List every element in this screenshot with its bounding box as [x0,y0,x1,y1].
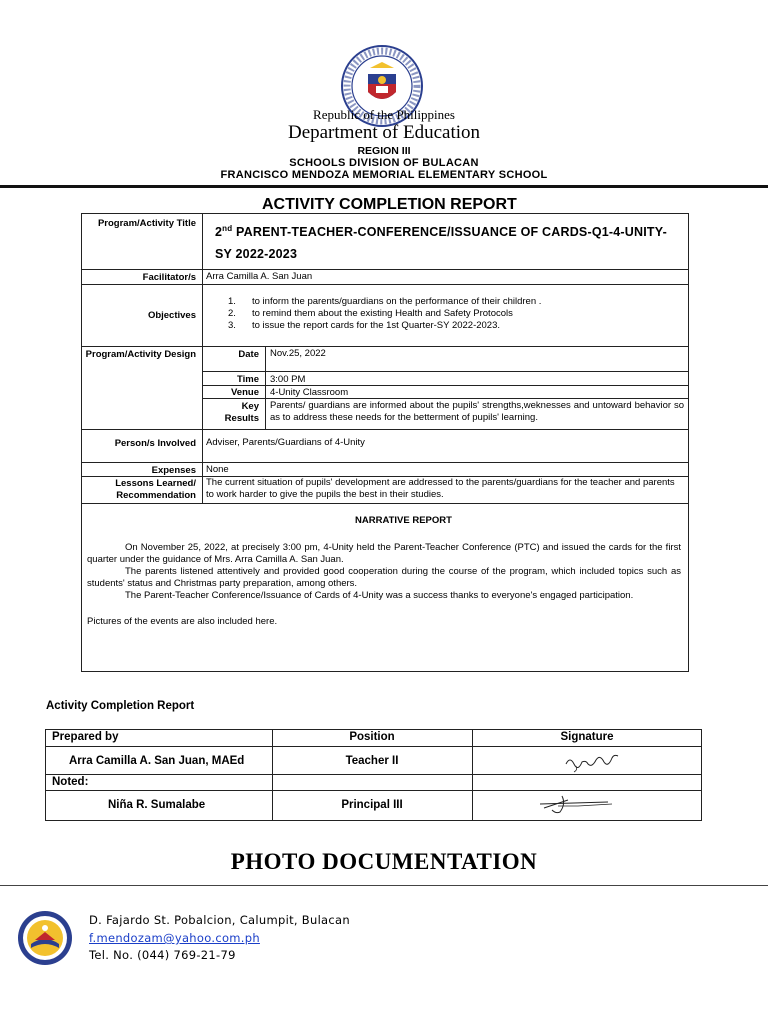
department-heading: Department of Education [287,122,481,143]
footer-telephone: Tel. No. (044) 769-21-79 [89,948,236,962]
noted-label: Noted: [52,776,89,788]
list-item: 2. to remind them about the existing Health and Safety Protocols [228,308,513,319]
prepared-signature-icon [562,750,622,774]
prepared-by-header: Prepared by [52,731,119,743]
republic-heading: Republic of the Philippines [313,107,455,122]
school-logo-icon [17,910,73,966]
table-row-line [81,284,689,285]
time-label: Time [236,374,259,385]
program-title-text: PARENT-TEACHER-CONFERENCE/ISSUANCE OF CARDS-Q1-4-UNITY- SY 2022-2023 [215,225,667,262]
expenses-label: Expenses [151,465,196,476]
header-divider [0,185,768,188]
narrative-paragraph: On November 25, 2022, at precisely 3:00 pm, 4-Unity held the Parent-Teacher Conference (PTC) and issued the cards for the first quarter under the guidance of Mrs. Arra Camilla A. San Juan. [87,542,681,565]
prepared-position: Teacher II [345,755,399,767]
division-heading: SCHOOLS DIVISION OF BULACAN [289,157,479,169]
list-item: 3. to issue the report cards for the 1st Quarter-SY 2022-2023. [228,320,501,331]
table-row-line [81,462,689,463]
lessons-value: The current situation of pupils' development are addressed to the parents/guardians for the teacher and parents to work harder to give the pupils the best in their studies. [206,477,675,500]
table-row-line [81,346,689,347]
lessons-label: Lessons Learned/ Recommendation [115,478,196,501]
program-title [215,218,685,265]
table-row-line [81,429,689,430]
narrative-paragraph: Pictures of the events are also included here. [87,616,278,627]
key-results-value: Parents/ guardians are informed about the pupils' strengths,weknesses and untoward behavior so as to address these needs for the betterment of pupils' learning. [270,400,684,423]
program-title-label: Program/Activity Title [97,218,196,229]
photo-documentation-heading: PHOTO DOCUMENTATION [230,849,538,874]
facilitator-value: Arra Camilla A. San Juan [206,271,313,282]
expenses-value: None [206,464,229,475]
position-header: Position [349,731,395,743]
table-subcol-divider [265,346,266,429]
time-value: 3:00 PM [270,374,306,385]
region-heading: REGION III [357,145,411,157]
table-row-line [45,746,702,747]
objectives-label: Objectives [147,310,196,321]
program-title-ordinal: nd [222,224,233,233]
footer-divider [0,885,768,886]
narrative-paragraph: The parents listened attentively and provided good cooperation during the course of the program, which included topics such as students' status and Christmas party preparation, among others. [87,566,681,589]
list-item: 1. to inform the parents/guardians on the performance of their children . [228,296,542,307]
table-row-line [45,790,702,791]
prepared-name: Arra Camilla A. San Juan, MAEd [69,755,245,767]
program-title-number: 2 [215,225,223,240]
persons-value: Adviser, Parents/Guardians of 4-Unity [206,437,365,448]
report-title: ACTIVITY COMPLETION REPORT [262,196,517,213]
objectives-list [228,296,541,332]
signatories-section-label: Activity Completion Report [46,700,195,712]
key-results-label: Key Results [224,401,259,424]
facilitator-label: Facilitator/s [142,272,196,283]
narrative-title: NARRATIVE REPORT [355,515,452,526]
venue-value: 4-Unity Classroom [270,387,349,398]
date-label: Date [238,349,259,360]
table-col-divider [202,213,203,503]
footer-email-link[interactable]: f.mendozam@yahoo.com.ph [89,931,260,945]
school-heading: FRANCISCO MENDOZA MEMORIAL ELEMENTARY SCHOOL [220,169,548,181]
narrative-paragraph: The Parent-Teacher Conference/Issuance of Cards of 4-Unity was a success thanks to everyone's engaged participation. [125,590,634,601]
noted-name: Niña R. Sumalabe [108,799,206,811]
table-row-line [81,503,689,504]
persons-label: Person/s Involved [114,438,196,449]
date-value: Nov.25, 2022 [270,348,326,359]
table-row-line [202,371,689,372]
noted-position: Principal III [341,799,403,811]
signature-header: Signature [560,731,614,743]
venue-label: Venue [231,387,259,398]
table-row-line [45,774,702,775]
footer-address: D. Fajardo St. Pobalcion, Calumpit, Bulacan [89,913,350,927]
noted-signature-icon [538,792,614,816]
table-row-line [81,269,689,270]
design-label: Program/Activity Design [85,349,196,360]
